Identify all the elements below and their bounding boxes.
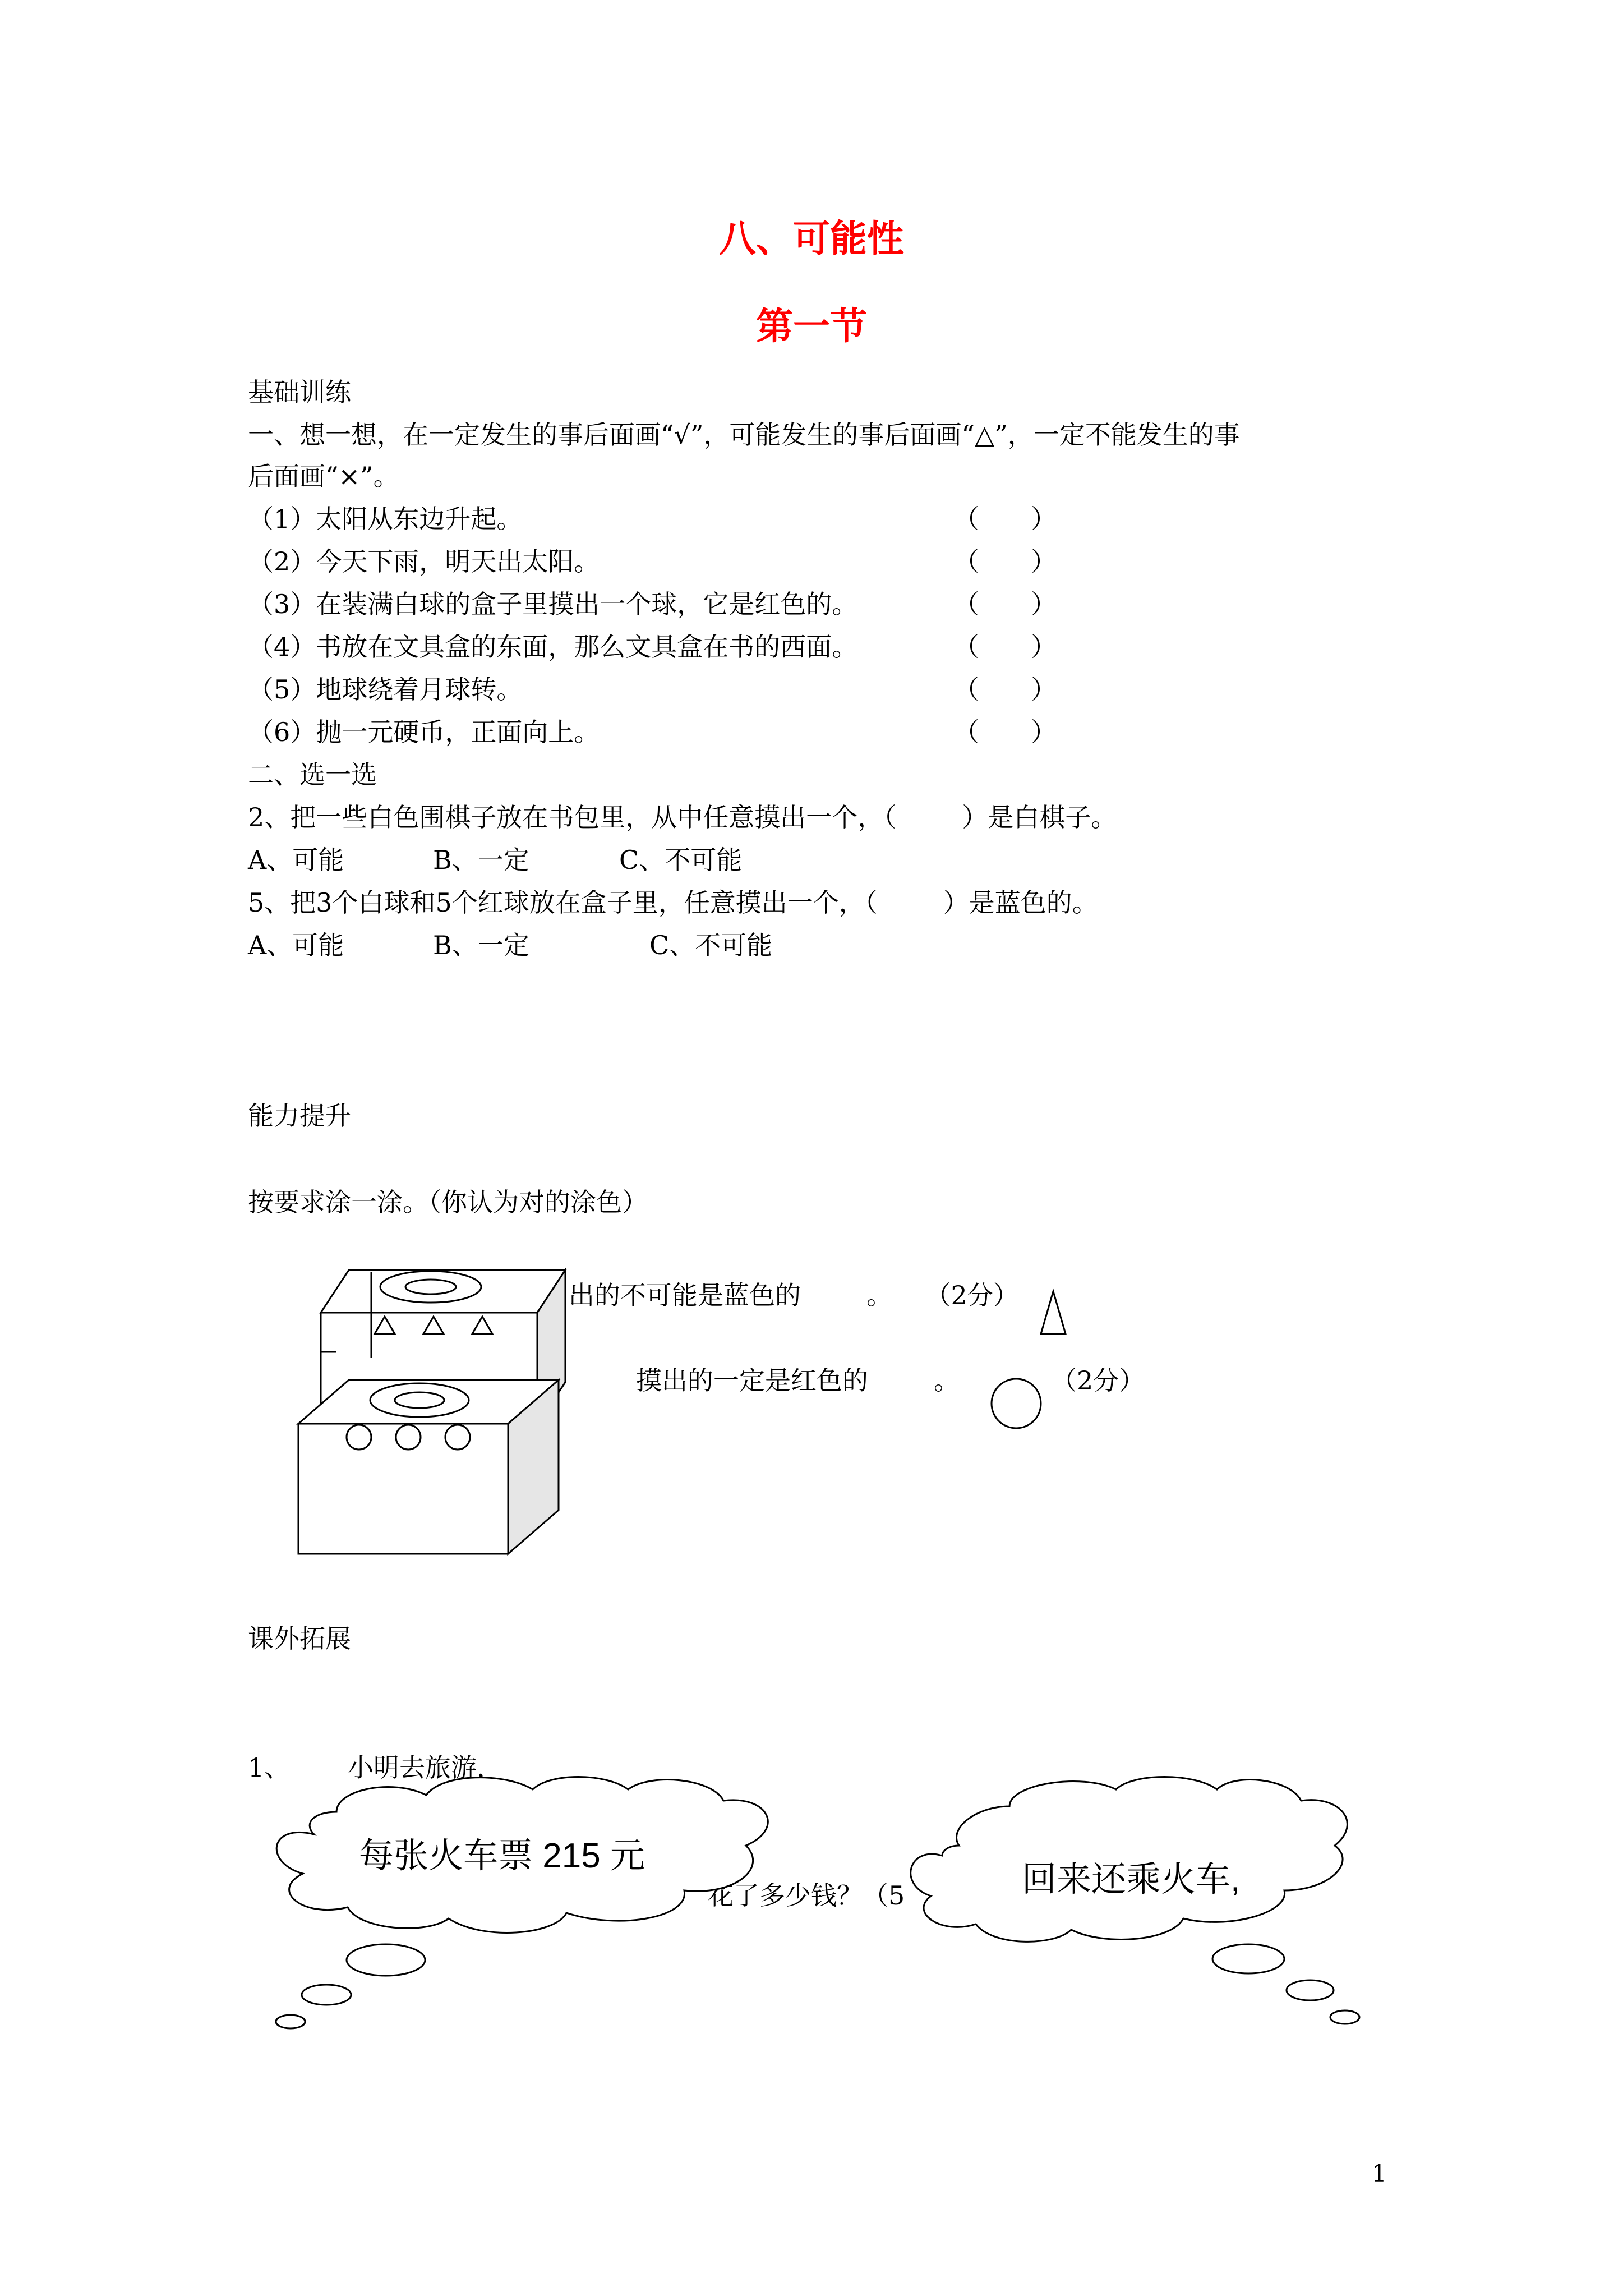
thought-bubble <box>276 2015 305 2028</box>
answer-close-6: ） <box>1031 717 1057 747</box>
thought-bubble <box>1330 2010 1359 2024</box>
coloring-line-1: 出的不可能是蓝色的 。 （2分） <box>569 1280 1019 1310</box>
section-heading-extension: 课外拓展 <box>248 1623 351 1654</box>
thought-bubble <box>1287 1980 1334 2000</box>
coloring-instruction: 按要求涂一涂。（你认为对的涂色） <box>248 1187 648 1217</box>
question-2-2-option-c: C、不可能 <box>649 930 773 960</box>
item-2: （2）今天下雨，明天出太阳。 <box>248 546 600 577</box>
coloring-line-2-score: （2分） <box>1051 1365 1145 1396</box>
answer-open-4: （ <box>953 632 979 662</box>
item-4: （4）书放在文具盒的东面，那么文具盒在书的西面。 <box>248 632 858 662</box>
page-number: 1 <box>1372 2160 1387 2187</box>
answer-close-4: ） <box>1031 632 1057 662</box>
thought-bubble <box>1212 1944 1284 1973</box>
question-1-line-1: 一、想一想，在一定发生的事后面画“√”，可能发生的事后面画“△”，一定不能发生的事 <box>248 420 1240 450</box>
question-2-2-option-b: B、一定 <box>433 930 529 960</box>
answer-close-1: ） <box>1031 504 1057 534</box>
question-2-2: 5、把3个白球和5个红球放在盒子里，任意摸出一个，（ ）是蓝色的。 <box>248 887 1098 918</box>
answer-open-5: （ <box>953 674 979 705</box>
question-1-line-2: 后面画“×”。 <box>248 461 399 491</box>
answer-open-6: （ <box>953 717 979 747</box>
answer-close-3: ） <box>1031 589 1057 619</box>
answer-open-2: （ <box>953 546 979 577</box>
item-1: （1）太阳从东边升起。 <box>248 504 523 534</box>
coloring-line-2: 摸出的一定是红色的 。 <box>636 1365 960 1396</box>
question-2-heading: 二、选一选 <box>248 760 377 790</box>
question-2-1-option-a: A、可能 <box>248 845 344 875</box>
question-2-1: 2、把一些白色围棋子放在书包里，从中任意摸出一个，（ ）是白棋子。 <box>248 802 1117 832</box>
thought-bubble <box>347 1944 425 1976</box>
cloud-left-text: 每张火车票 215 元 <box>359 1837 645 1875</box>
answer-open-1: （ <box>953 504 979 534</box>
answer-open-3: （ <box>953 589 979 619</box>
thought-bubble <box>302 1985 351 2005</box>
cloud-right-text: 回来还乘火车, <box>1022 1860 1241 1899</box>
item-3: （3）在装满白球的盒子里摸出一个球，它是红色的。 <box>248 589 858 619</box>
page-title: 八、可能性 <box>719 217 904 260</box>
question-2-1-option-b: B、一定 <box>433 845 529 875</box>
item-6: （6）抛一元硬币，正面向上。 <box>248 717 600 747</box>
section-heading-basic: 基础训练 <box>248 377 351 407</box>
item-5: （5）地球绕着月球转。 <box>248 674 523 705</box>
answer-close-2: ） <box>1031 546 1057 577</box>
question-text: 小明去旅游， <box>348 1752 502 1783</box>
question-2-2-option-a: A、可能 <box>248 930 344 960</box>
partially-hidden-question: 花了多少钱？（5 <box>708 1880 905 1911</box>
thought-cloud-right <box>911 1777 1348 1942</box>
answer-close-5: ） <box>1031 674 1057 705</box>
question-number: 1、 <box>248 1752 291 1783</box>
section-heading-ability: 能力提升 <box>248 1101 351 1131</box>
page-subtitle: 第一节 <box>756 304 867 348</box>
question-2-1-option-c: C、不可能 <box>619 845 743 875</box>
